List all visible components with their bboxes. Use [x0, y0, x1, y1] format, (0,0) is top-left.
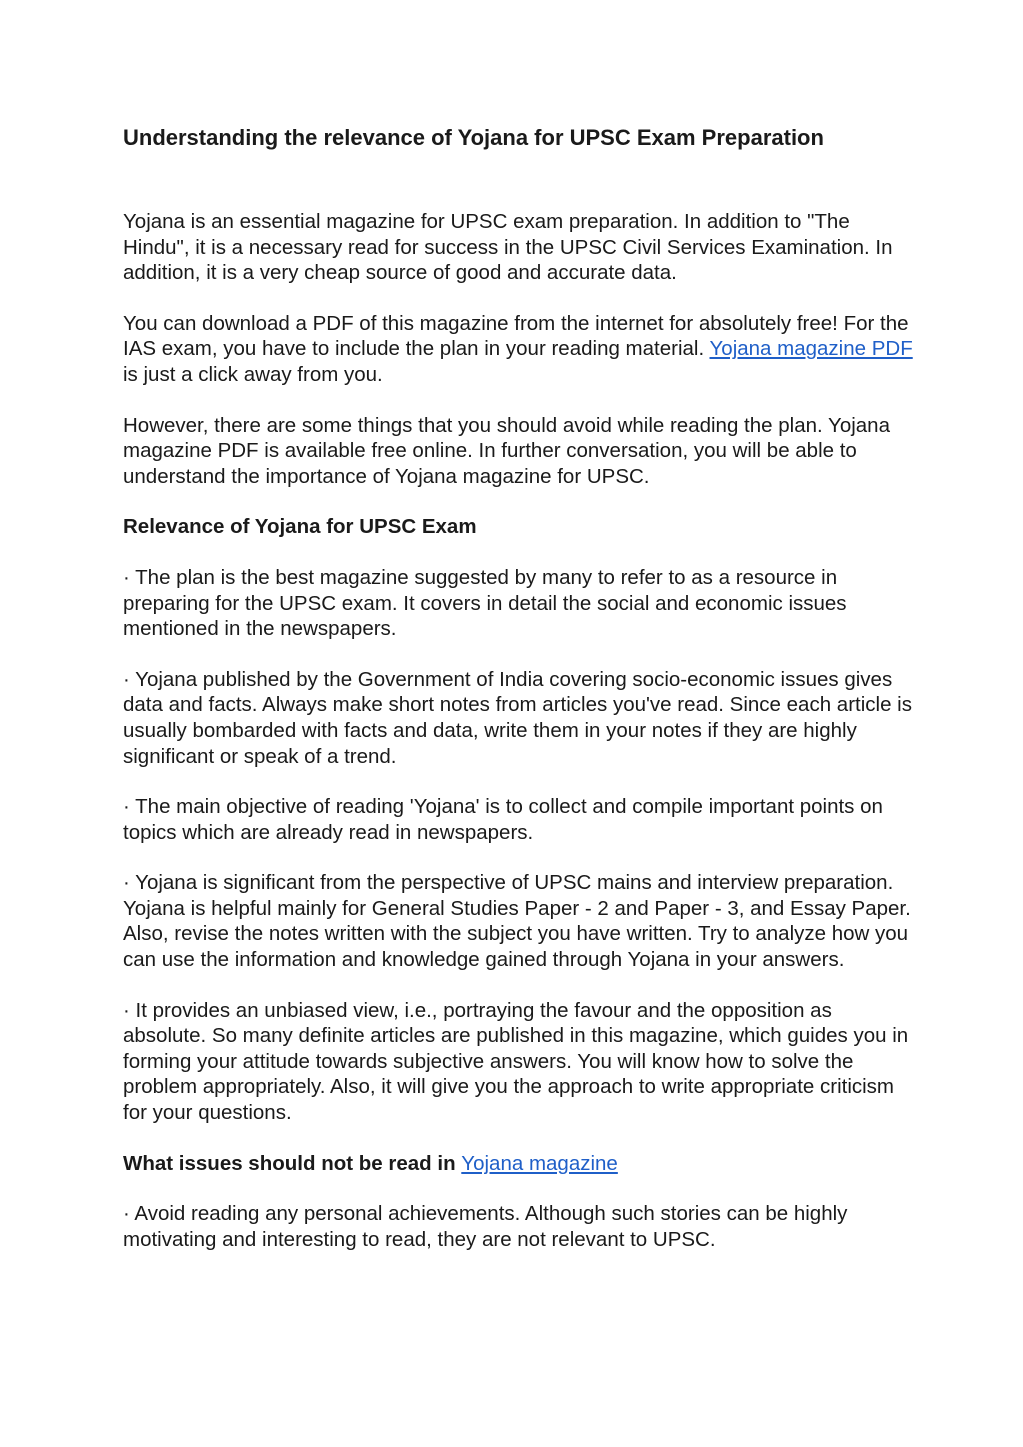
document-title: Understanding the relevance of Yojana for UPSC Exam Preparation	[123, 125, 824, 150]
intro-paragraph-2-text-before: You can download a PDF of this magazine from the internet for absolutely free! For the IAS exam, you have to include the plan in your reading material.	[123, 311, 909, 361]
avoid-bullet-1: · Avoid reading any personal achievements. Although such stories can be highly motivating and interesting to read, they are not relevant to UPSC.	[123, 1202, 848, 1251]
document-page	[123, 118, 913, 1277]
yojana-magazine-link[interactable]: Yojana magazine	[461, 1151, 618, 1175]
section-heading-avoid	[123, 1151, 913, 1177]
section-heading-avoid-text: What issues should not be read in	[123, 1151, 462, 1175]
yojana-magazine-pdf-link[interactable]: Yojana magazine PDF	[709, 337, 913, 361]
relevance-bullet-3: · The main objective of reading 'Yojana' is to collect and compile important points on topics which are already read in newspapers.	[123, 795, 883, 844]
relevance-bullet-4: · Yojana is significant from the perspective of UPSC mains and interview preparation. Yojana is helpful mainly for General Studies Paper - 2 and Paper - 3, and Essay Paper. Also, revise the notes written with the subject you have written. Try to analyze how you can use the information and knowledge gained through Yojana in your answers.	[123, 871, 911, 972]
relevance-bullet-1: · The plan is the best magazine suggested by many to refer to as a resource in preparing for the UPSC exam. It covers in detail the social and economic issues mentioned in the newspapers.	[123, 565, 847, 641]
intro-paragraph-1: Yojana is an essential magazine for UPSC exam preparation. In addition to "The Hindu", it is a necessary read for success in the UPSC Civil Services Examination. In addition, it is a very cheap source of good and accurate data.	[123, 210, 893, 285]
relevance-bullet-2: · Yojana published by the Government of India covering socio-economic issues gives data and facts. Always make short notes from articles you've read. Since each article is usually bombarded with facts and data, write them in your notes if they are highly significant or speak of a trend.	[123, 667, 912, 768]
intro-paragraph-2	[123, 311, 913, 388]
relevance-bullet-5: · It provides an unbiased view, i.e., portraying the favour and the opposition as absolute. So many definite articles are published in this magazine, which guides you in forming your attitude towards subjective answers. You will know how to solve the problem appropriately. Also, it will give you the approach to write appropriate criticism for your questions.	[123, 998, 909, 1125]
intro-paragraph-3: However, there are some things that you should avoid while reading the plan. Yojana magazine PDF is available free online. In further conversation, you will be able to understand the importance of Yojana magazine for UPSC.	[123, 413, 890, 488]
section-heading-relevance: Relevance of Yojana for UPSC Exam	[123, 515, 477, 539]
intro-paragraph-2-text-after: is just a click away from you.	[123, 362, 383, 386]
